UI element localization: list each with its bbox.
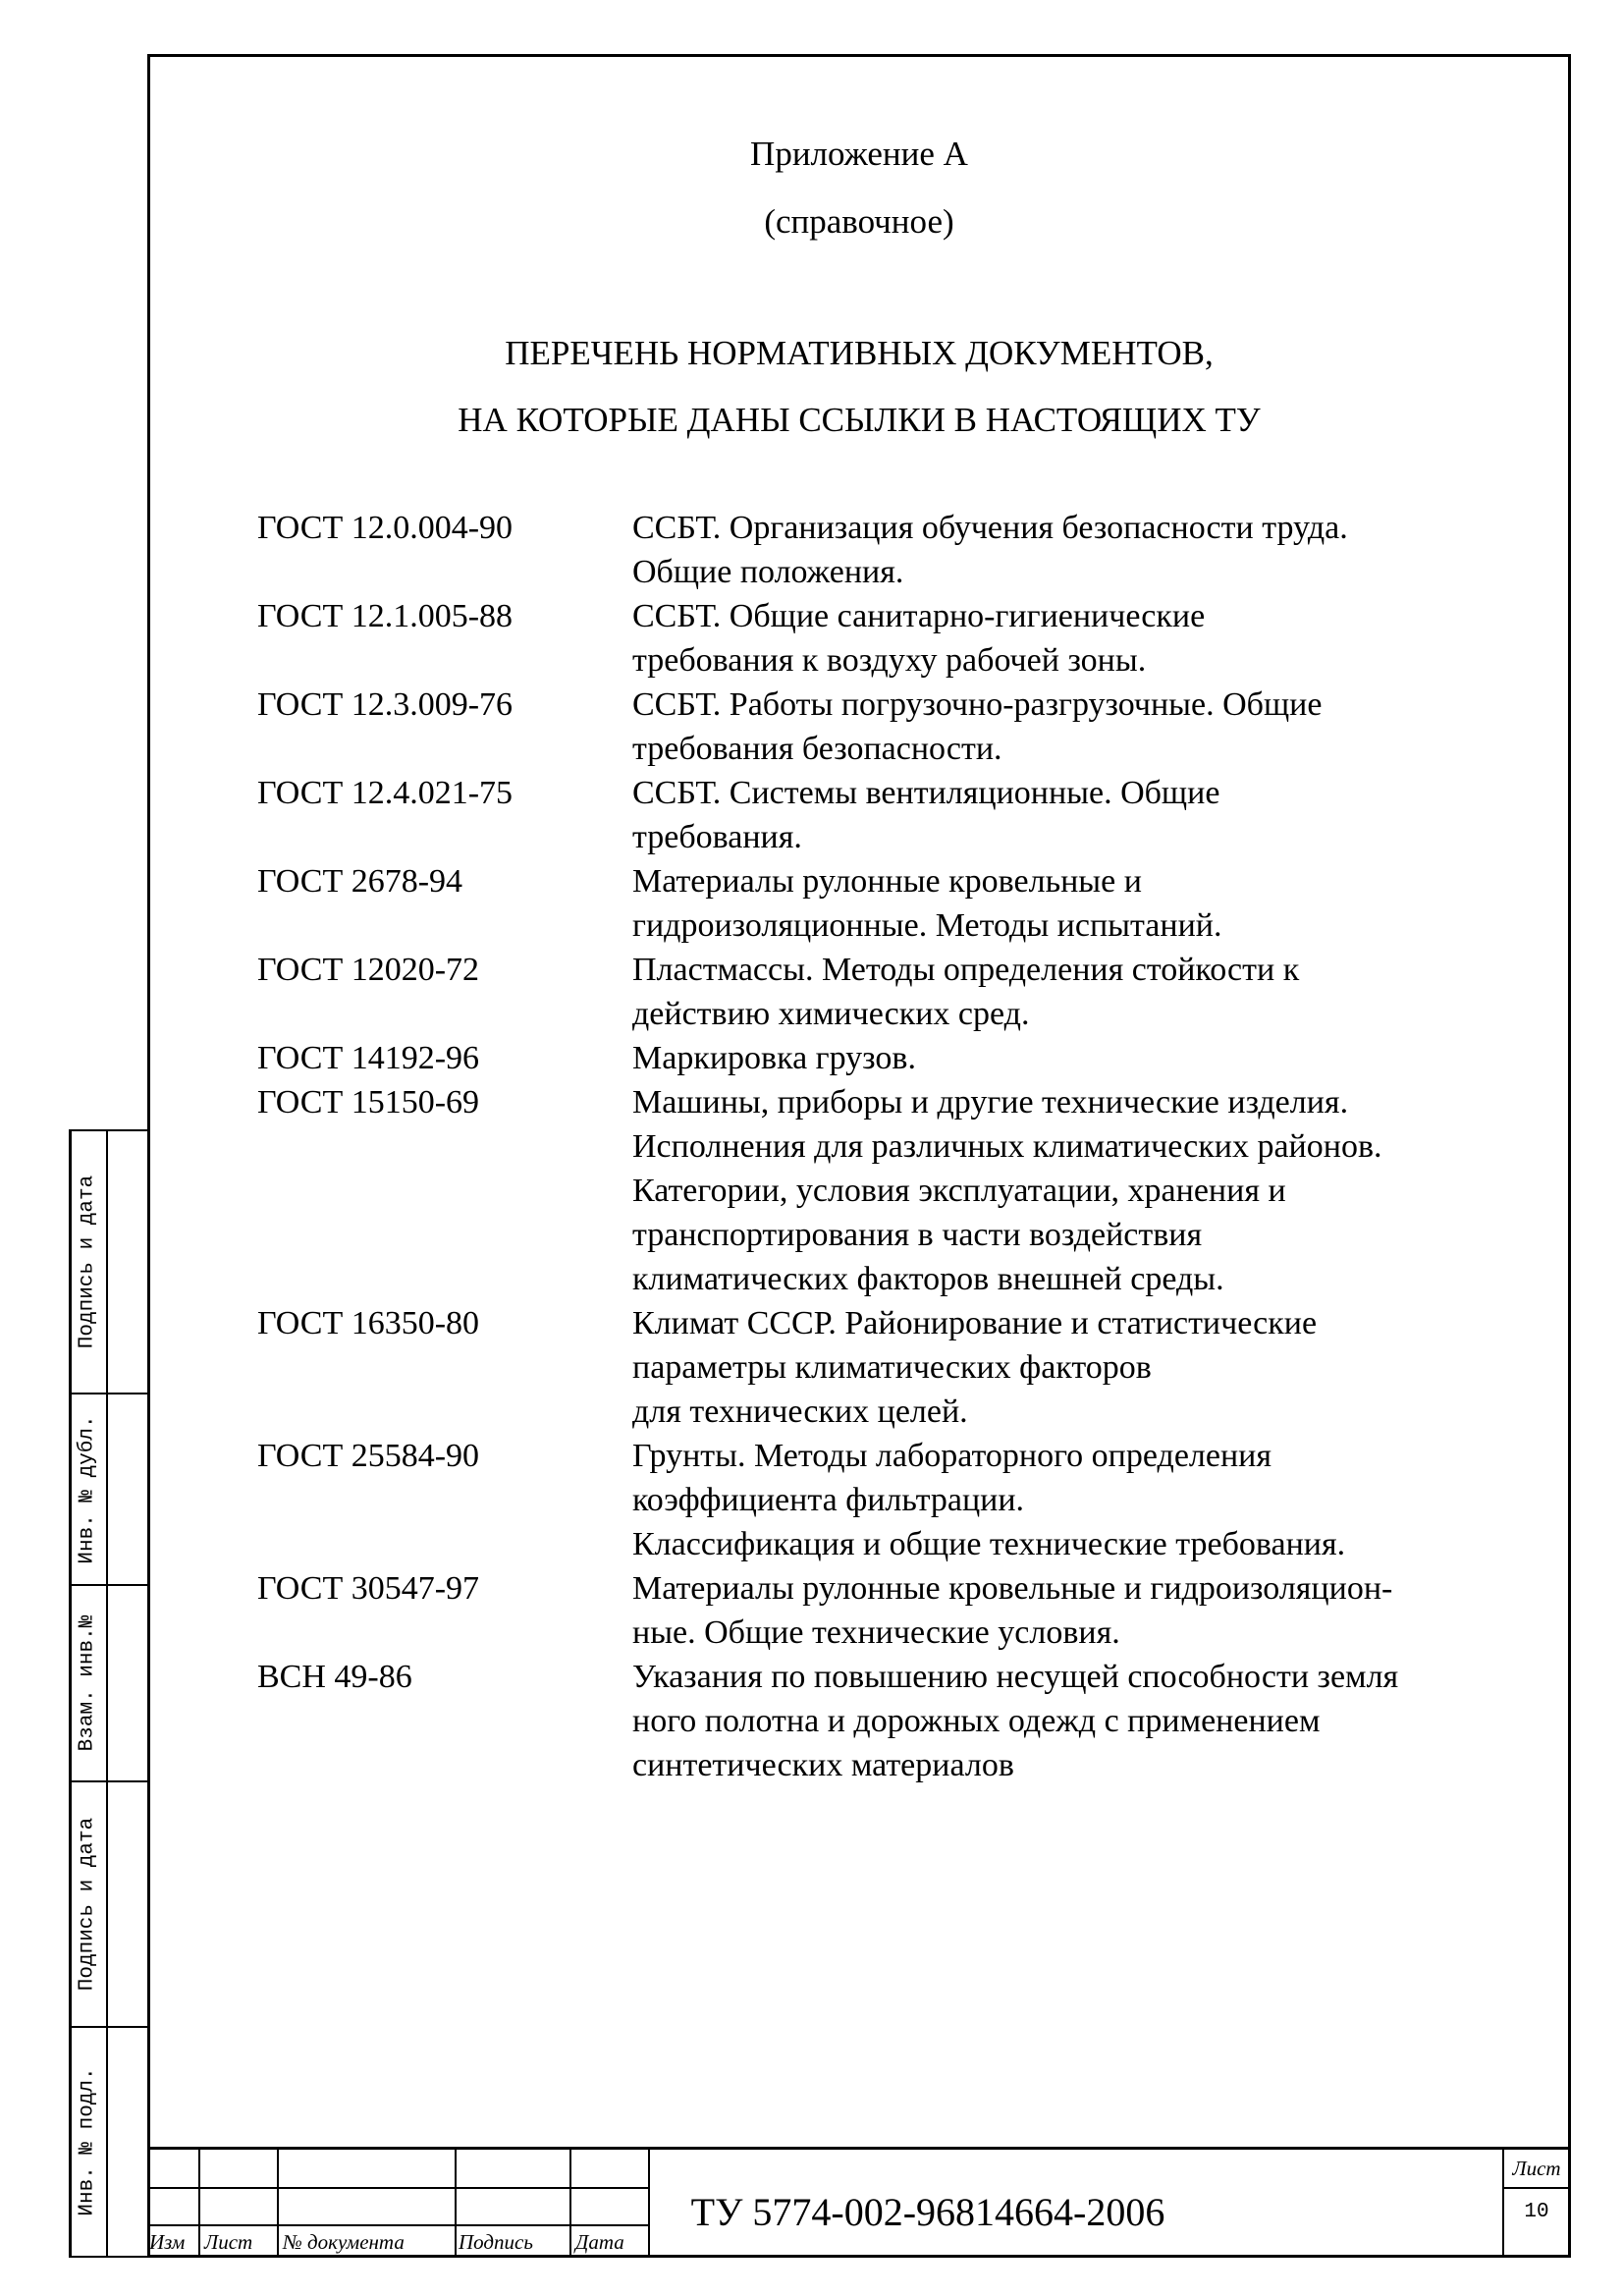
reference-description-line: параметры климатических факторов [632,1349,1152,1386]
reference-description-line: для технических целей. [632,1394,968,1430]
reference-description-line: Исполнения для различных климатических районов. [632,1128,1382,1165]
reference-item [257,683,1534,771]
reference-description-line: синтетических материалов [632,1747,1014,1783]
reference-description-line: климатических факторов внешней среды. [632,1261,1224,1297]
reference-item [257,1301,1534,1434]
side-stamp-row [72,1586,150,1782]
reference-description [632,506,1534,594]
reference-description-line: Материалы рулонные кровельные и гидроизоляцион- [632,1570,1393,1607]
reference-description [632,859,1534,948]
reference-description-line: требования безопасности. [632,731,1002,767]
reference-item [257,594,1534,683]
side-stamp-cell [69,1586,108,1780]
reference-code: ГОСТ 14192-96 [257,1040,480,1076]
reference-description-line: Климат СССР. Районирование и статистические [632,1305,1318,1341]
side-stamp-label: Подпись и дата [76,1175,99,1349]
page-title-line2: НА КОТОРЫЕ ДАНЫ ССЫЛКИ В НАСТОЯЩИХ ТУ [458,401,1261,439]
reference-description-line: требования. [632,819,802,855]
reference-description [632,594,1534,683]
reference-description-line: Категории, условия эксплуатации, хранения и [632,1173,1286,1209]
reference-item [257,1036,1534,1080]
reference-item [257,859,1534,948]
side-stamp-row [72,1129,150,1394]
appendix-type: (справочное) [764,202,954,241]
reference-description [632,948,1534,1036]
appendix-label: Приложение А [750,135,968,173]
reference-code: ГОСТ 30547-97 [257,1570,480,1607]
reference-description-line: Классификация и общие технические требования. [632,1526,1346,1562]
col-list: Лист [204,2230,253,2254]
reference-description-line: ССБТ. Работы погрузочно-разгрузочные. Общие [632,686,1323,723]
side-stamp-cell [69,1131,108,1393]
reference-description [632,1036,1534,1080]
reference-description [632,1301,1534,1434]
page-title-line1: ПЕРЕЧЕНЬ НОРМАТИВНЫХ ДОКУМЕНТОВ, [505,334,1214,372]
reference-description-line: Маркировка грузов. [632,1040,916,1076]
reference-description-line: гидроизоляционные. Методы испытаний. [632,907,1222,944]
reference-code: ГОСТ 12.3.009-76 [257,686,514,723]
reference-item [257,1566,1534,1655]
reference-item [257,1080,1534,1301]
reference-description-line: Грунты. Методы лабораторного определения [632,1438,1271,1474]
reference-description-line: действию химических сред. [632,996,1030,1032]
reference-item [257,771,1534,859]
reference-description [632,1434,1534,1566]
col-izm: Изм [149,2230,186,2254]
side-stamp-cell [69,1394,108,1584]
reference-description-line: транспортирования в части воздействия [632,1217,1203,1253]
title-block [147,2147,1571,2258]
reference-item [257,948,1534,1036]
reference-description-line: ные. Общие технические условия. [632,1614,1120,1651]
reference-description-line: ССБТ. Общие санитарно-гигиенические [632,598,1206,634]
reference-item [257,1434,1534,1566]
side-stamp-row [72,2028,150,2258]
sheet-label: Лист [1512,2157,1561,2180]
reference-description-line: Общие положения. [632,554,904,590]
reference-description [632,1655,1534,1787]
col-date: Дата [575,2230,624,2254]
reference-item [257,506,1534,594]
reference-code: ГОСТ 12.0.004-90 [257,510,514,546]
reference-description-line: ССБТ. Организация обучения безопасности труда. [632,510,1348,546]
side-stamp-label: Инв. № подл. [76,2067,99,2216]
reference-description-line: ССБТ. Системы вентиляционные. Общие [632,775,1220,811]
side-stamp-cell [69,1782,108,2026]
side-stamp-row [72,1782,150,2028]
side-stamp-label: Инв. № дубл. [76,1414,99,1564]
side-stamp-cell [69,2028,108,2256]
reference-code: ГОСТ 12.4.021-75 [257,775,514,811]
side-stamp-label: Взам. инв.№ [76,1614,99,1752]
col-document: № документа [283,2230,405,2254]
side-stamp [69,1129,147,2258]
reference-description-line: ного полотна и дорожных одежд с применением [632,1703,1321,1739]
document-designation: ТУ 5774-002-96814664-2006 [690,2190,1165,2234]
reference-code: ГОСТ 12.1.005-88 [257,598,514,634]
sheet-number: 10 [1524,2201,1549,2223]
reference-list [257,506,1534,1787]
reference-code: ГОСТ 15150-69 [257,1084,480,1121]
reference-description [632,771,1534,859]
reference-code: ГОСТ 16350-80 [257,1305,480,1341]
reference-description [632,683,1534,771]
reference-item [257,1655,1534,1787]
reference-description-line: коэффициента фильтрации. [632,1482,1025,1518]
reference-description-line: Указания по повышению несущей способности земля [632,1659,1399,1695]
side-stamp-label: Подпись и дата [76,1817,99,1992]
reference-description-line: Материалы рулонные кровельные и [632,863,1142,900]
reference-description [632,1566,1534,1655]
reference-code: ГОСТ 25584-90 [257,1438,480,1474]
reference-description-line: Пластмассы. Методы определения стойкости к [632,952,1300,988]
reference-description-line: Машины, приборы и другие технические изделия. [632,1084,1349,1121]
reference-code: ГОСТ 12020-72 [257,952,480,988]
side-stamp-row [72,1394,150,1586]
reference-code: ГОСТ 2678-94 [257,863,463,900]
reference-description-line: требования к воздуху рабочей зоны. [632,642,1147,679]
col-signature: Подпись [459,2230,533,2254]
reference-description [632,1080,1534,1301]
reference-code: ВСН 49-86 [257,1659,412,1695]
